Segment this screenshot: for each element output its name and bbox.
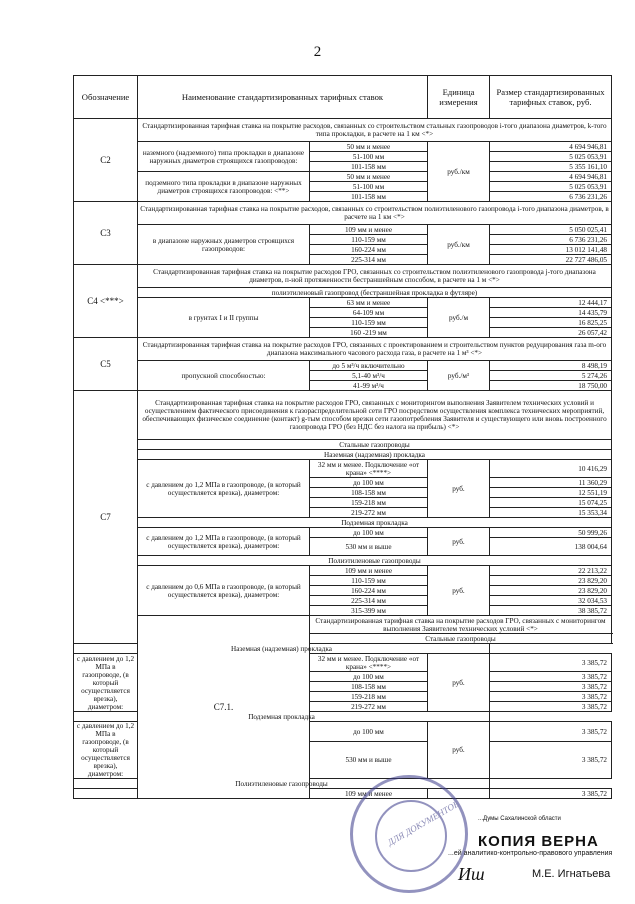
value-cell: 3 385,72 xyxy=(490,672,612,682)
header-unit: Единица измерения xyxy=(428,76,490,119)
range-cell: 50 мм и менее xyxy=(310,172,428,182)
c3-desc-row xyxy=(74,202,612,225)
range-cell: 159-218 мм xyxy=(310,498,428,508)
header-name: Наименование стандартизированных тарифных ставок xyxy=(138,76,428,119)
header-designation: Обозначение xyxy=(74,76,138,119)
c71-description: Стандартизированная тарифная ставка на покрытие расходов ГРО, связанных с мониторингом выполнения Заявителем технических условий <*> xyxy=(310,616,612,634)
value-cell: 3 385,72 xyxy=(490,789,612,799)
signature-icon: Иш xyxy=(458,864,485,884)
c4-desc-row xyxy=(74,265,612,288)
certification-top-line: ...Думы Сахалинской области xyxy=(478,816,561,822)
value-cell: 15 074,25 xyxy=(490,498,612,508)
c7-above-heading: Наземная (надземная) прокладка xyxy=(138,450,612,460)
value-cell: 5 274,26 xyxy=(490,371,612,381)
value-cell: 26 057,42 xyxy=(490,328,612,338)
section-row xyxy=(74,440,612,450)
table-row xyxy=(74,566,612,576)
section-row xyxy=(74,556,612,566)
range-cell: 110-159 мм xyxy=(310,318,428,328)
c71-under-unit: руб. xyxy=(428,722,490,779)
c7-poly-unit: руб. xyxy=(428,566,490,616)
range-cell: 160-224 мм xyxy=(310,245,428,255)
range-cell: до 5 м³/ч включительно xyxy=(310,361,428,371)
value-cell: 3 385,72 xyxy=(490,654,612,672)
value-cell: 32 034,53 xyxy=(490,596,612,606)
range-cell: 51-100 мм xyxy=(310,152,428,162)
c5-label: пропускной способностью: xyxy=(138,361,310,391)
value-cell: 22 727 486,05 xyxy=(490,255,612,265)
c2-description: Стандартизированная тарифная ставка на покрытие расходов, связанных со строительством стальных газопроводов i-того диапазона диаметров, k-того типа прокладки, в расчете на 1 км <*> xyxy=(138,119,612,142)
value-cell: 18 750,00 xyxy=(490,381,612,391)
c5-desc-row xyxy=(74,338,612,361)
range-cell: 219-272 мм xyxy=(310,508,428,518)
c5-unit: руб./м³ xyxy=(428,361,490,391)
range-cell: 160-224 мм xyxy=(310,586,428,596)
range-cell: 159-218 мм xyxy=(310,692,428,702)
range-cell: 63 мм и менее xyxy=(310,298,428,308)
c5-description: Стандартизированная тарифная ставка на покрытие расходов ГРО, связанных с проектированием и строительством пунктов редуцирования газа m-ого диапазона максимального часового расхода газа, в расчете на 1 м³ <*> xyxy=(138,338,612,361)
value-cell: 4 694 946,81 xyxy=(490,142,612,152)
range-cell: 64-109 мм xyxy=(310,308,428,318)
c7-desc-row xyxy=(74,391,612,440)
table-row xyxy=(74,142,612,152)
signer-name: М.Е. Игнатьева xyxy=(532,868,611,880)
c7-under-unit: руб. xyxy=(428,528,490,556)
c7-under-heading: Подземная прокладка xyxy=(138,518,612,528)
c71-under-heading: Подземная прокладка xyxy=(74,712,490,722)
range-cell: 108-158 мм xyxy=(310,682,428,692)
value-cell: 16 825,25 xyxy=(490,318,612,328)
value-cell: 23 829,20 xyxy=(490,576,612,586)
c7-description: Стандартизированная тарифная ставка на покрытие расходов ГРО, связанных с мониторингом выполнения Заявителем технических условий и осуществлением фактического присоединения к газораспределительной сети ГРО посредством осуществления комплекса технических мероприятий, обеспечивающих физическое соединение (контакт) g-тым способом врезки сети газопотребления Заявителя и существующего или вновь построенного газопровода ГРО (без НДС без налога на прибыль) <*> xyxy=(138,391,612,440)
c4-unit: руб./м xyxy=(428,298,490,338)
c71-under-label: с давлением до 1,2 МПа в газопроводе, (в который осуществляется врезка), диаметром: xyxy=(74,722,138,779)
table-row xyxy=(74,361,612,371)
c7-code: С7 xyxy=(74,391,138,644)
c2-above-label: наземного (надземного) типа прокладки в диапазоне наружных диаметров строящихся газопроводов: xyxy=(138,142,310,172)
c71-poly-heading: Полиэтиленовые газопроводы xyxy=(74,779,490,789)
table-row xyxy=(74,528,612,538)
c7-above-label: с давлением до 1,2 МПа в газопроводе, (в который осуществляется врезка), диаметром: xyxy=(138,460,310,518)
section-row xyxy=(74,450,612,460)
c2-code: С2 xyxy=(74,119,138,202)
section-row xyxy=(74,779,612,789)
c4-code: С4 <***> xyxy=(74,265,138,338)
range-cell: до 100 мм xyxy=(310,478,428,488)
range-cell: 110-159 мм xyxy=(310,576,428,586)
page-number: 2 xyxy=(313,44,322,60)
value-cell: 5 025 053,91 xyxy=(490,152,612,162)
c4-section-row xyxy=(74,288,612,298)
c7-above-unit: руб. xyxy=(428,460,490,518)
c71-code: С7.1. xyxy=(138,616,310,799)
c3-label: в диапазоне наружных диаметров строящихся газопроводов: xyxy=(138,225,310,265)
c3-description: Стандартизированная тарифная ставка на покрытие расходов, связанных со строительством полиэтиленового газопровода i-того диапазона диаметров, в расчете на 1 км <*> xyxy=(138,202,612,225)
c3-code: С3 xyxy=(74,202,138,265)
value-cell: 138 004,64 xyxy=(490,538,612,556)
range-cell: 225-314 мм xyxy=(310,596,428,606)
value-cell: 14 435,79 xyxy=(490,308,612,318)
value-cell: 6 736 231,26 xyxy=(490,235,612,245)
range-cell: 109 мм и менее xyxy=(310,225,428,235)
value-cell: 13 012 141,48 xyxy=(490,245,612,255)
range-cell: 32 мм и менее. Подключение «от крана» <****> xyxy=(310,654,428,672)
copy-verified-label: КОПИЯ ВЕРНА xyxy=(478,833,599,850)
official-seal xyxy=(350,775,468,893)
value-cell: 10 416,29 xyxy=(490,460,612,478)
value-cell: 4 694 946,81 xyxy=(490,172,612,182)
section-row xyxy=(74,518,612,528)
c71-above-label: с давлением до 1,2 МПа в газопроводе, (в который осуществляется врезка), диаметром: xyxy=(74,654,138,712)
section-row xyxy=(74,712,612,722)
c71-above-heading: Наземная (надземная) прокладка xyxy=(74,644,490,654)
c5-code: С5 xyxy=(74,338,138,391)
value-cell: 23 829,20 xyxy=(490,586,612,596)
range-cell: 101-158 мм xyxy=(310,192,428,202)
range-cell: 225-314 мм xyxy=(310,255,428,265)
header-size: Размер стандартизированных тарифных ставок, руб. xyxy=(490,76,612,119)
table-row xyxy=(74,225,612,235)
range-cell: до 100 мм xyxy=(310,722,428,742)
value-cell: 50 999,26 xyxy=(490,528,612,538)
value-cell: 5 050 025,41 xyxy=(490,225,612,235)
range-cell: 41-99 м³/ч xyxy=(310,381,428,391)
c2-unit: руб./км xyxy=(428,142,490,202)
c7-poly-label: с давлением до 0,6 МПа в газопроводе, (в который осуществляется врезка), диаметром: xyxy=(138,566,310,616)
c7-poly-heading: Полиэтиленовые газопроводы xyxy=(138,556,612,566)
seal-text: ДЛЯ ДОКУМЕНТОВ xyxy=(385,798,461,848)
value-cell: 3 385,72 xyxy=(490,692,612,702)
value-cell: 11 360,29 xyxy=(490,478,612,488)
value-cell: 22 213,22 xyxy=(490,566,612,576)
range-cell: 51-100 мм xyxy=(310,182,428,192)
tariff-table xyxy=(73,75,612,799)
c7-under-label: с давлением до 1,2 МПа в газопроводе, (в который осуществляется врезка), диаметром: xyxy=(138,528,310,556)
range-cell: до 100 мм xyxy=(310,528,428,538)
c2-desc-row xyxy=(74,119,612,142)
c4-label: в грунтах I и II группы xyxy=(138,298,310,338)
value-cell: 3 385,72 xyxy=(490,682,612,692)
range-cell: 50 мм и менее xyxy=(310,142,428,152)
range-cell: 5,1-40 м³/ч xyxy=(310,371,428,381)
c7-steel-heading: Стальные газопроводы xyxy=(138,440,612,450)
table-row xyxy=(74,172,612,182)
value-cell: 12 444,17 xyxy=(490,298,612,308)
range-cell: 219-272 мм xyxy=(310,702,428,712)
table-row xyxy=(74,298,612,308)
c4-section: полиэтиленовый газопровод (бестраншейная прокладка в футляре) xyxy=(138,288,612,298)
c4-description: Стандартизированная тарифная ставка на покрытие расходов ГРО, связанных со строительством полиэтиленового газопровода j-того диапазона диаметров, п-ной протяженности бестраншейным способом, в расчете на 1 м <*> xyxy=(138,265,612,288)
table-header-row xyxy=(74,76,612,119)
range-cell: 315-399 мм xyxy=(310,606,428,616)
value-cell: 8 498,19 xyxy=(490,361,612,371)
range-cell: 160 -219 мм xyxy=(310,328,428,338)
section-row xyxy=(74,644,612,654)
c71-desc-row xyxy=(74,616,612,634)
c3-unit: руб./км xyxy=(428,225,490,265)
department-label: ...ей аналитико-контрольно-правового управления xyxy=(448,850,613,857)
value-cell: 3 385,72 xyxy=(490,722,612,742)
range-cell: 530 мм и выше xyxy=(310,742,428,779)
certification-block xyxy=(448,833,613,857)
value-cell: 3 385,72 xyxy=(490,702,612,712)
range-cell: 110-159 мм xyxy=(310,235,428,245)
value-cell: 15 353,34 xyxy=(490,508,612,518)
value-cell: 5 355 161,10 xyxy=(490,162,612,172)
empty-cell xyxy=(74,789,138,799)
value-cell: 6 736 231,26 xyxy=(490,192,612,202)
value-cell: 38 385,72 xyxy=(490,606,612,616)
table-row xyxy=(74,460,612,478)
range-cell: 101-158 мм xyxy=(310,162,428,172)
range-cell: 109 мм и менее xyxy=(310,789,428,799)
range-cell: 530 мм и выше xyxy=(310,538,428,556)
value-cell: 5 025 053,91 xyxy=(490,182,612,192)
range-cell: 108-158 мм xyxy=(310,488,428,498)
value-cell: 3 385,72 xyxy=(490,742,612,779)
range-cell: до 100 мм xyxy=(310,672,428,682)
c71-steel-heading: Стальные газопроводы xyxy=(310,634,612,644)
c71-above-unit: руб. xyxy=(428,654,490,712)
value-cell: 12 551,19 xyxy=(490,488,612,498)
c2-under-label: подземного типа прокладки в диапазоне наружных диаметров строящихся газопроводов: <**> xyxy=(138,172,310,202)
range-cell: 109 мм и менее xyxy=(310,566,428,576)
range-cell: 32 мм и менее. Подключение «от крана» <****> xyxy=(310,460,428,478)
